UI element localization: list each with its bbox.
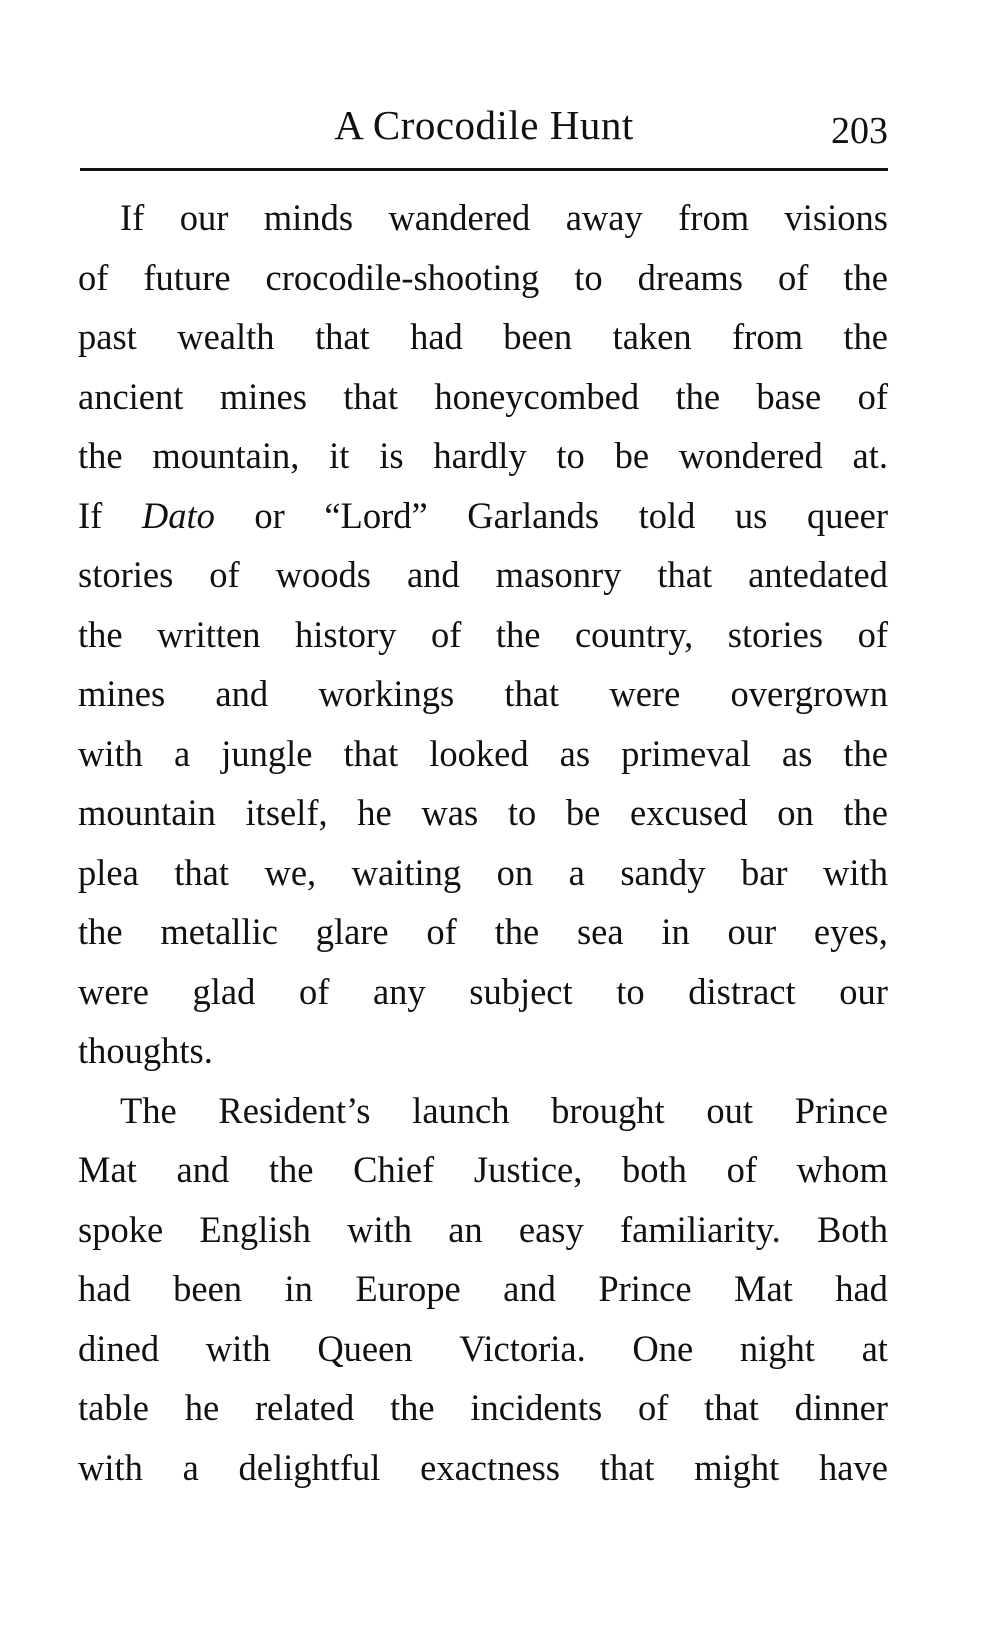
word: the — [843, 792, 888, 833]
word: looked — [429, 732, 529, 774]
word: and — [215, 673, 269, 714]
word: Europe — [355, 1268, 461, 1309]
word: we, — [264, 851, 317, 893]
word: had — [835, 1268, 888, 1309]
word: had — [78, 1268, 131, 1309]
word: and — [406, 554, 460, 595]
word: and — [176, 1149, 230, 1190]
word: be — [565, 792, 601, 833]
text-line — [78, 1021, 888, 1081]
word: to — [574, 256, 603, 298]
word: wondered — [678, 435, 823, 476]
word: with — [823, 851, 888, 893]
text-line — [78, 1200, 888, 1260]
word: on — [777, 792, 814, 833]
word: on — [496, 851, 534, 893]
word: to — [556, 435, 585, 476]
word: be — [614, 435, 650, 476]
word: country, — [574, 613, 694, 655]
word: the — [78, 435, 123, 476]
word: distract — [688, 970, 796, 1012]
word: both — [622, 1149, 687, 1190]
header-rule — [80, 168, 888, 171]
word: that — [314, 316, 370, 357]
word: to — [507, 792, 537, 833]
word: or — [254, 494, 285, 536]
word: Justice, — [473, 1149, 583, 1190]
word: Chief — [353, 1149, 435, 1190]
running-head — [80, 95, 888, 155]
word: “Lord” — [324, 494, 428, 536]
word: Queen — [317, 1327, 413, 1369]
word: a — [568, 851, 585, 893]
word: delightful — [238, 1446, 381, 1488]
word: glare — [315, 911, 389, 952]
word: of — [426, 911, 457, 952]
word: of — [726, 1149, 757, 1190]
word: incidents — [470, 1387, 603, 1428]
word: whom — [796, 1149, 888, 1190]
word: metallic — [160, 911, 278, 952]
word: the — [843, 732, 888, 774]
word: with — [205, 1327, 271, 1369]
word: glad — [192, 970, 256, 1012]
word: of — [209, 554, 240, 595]
word: and — [503, 1268, 556, 1309]
text-line — [78, 783, 888, 843]
word: away — [565, 197, 643, 238]
word: out — [706, 1089, 754, 1131]
word: mines — [219, 375, 307, 417]
text-line — [78, 248, 888, 308]
word: mountain, — [152, 435, 300, 476]
word: the — [843, 256, 888, 298]
word: queer — [806, 494, 888, 536]
word: been — [173, 1268, 243, 1309]
word: at — [861, 1327, 888, 1369]
word: the — [390, 1387, 435, 1428]
word: in — [284, 1268, 313, 1309]
word: related — [254, 1387, 355, 1428]
word: mountain — [78, 792, 216, 833]
text-line — [78, 902, 888, 962]
word: us — [734, 494, 768, 536]
word: of — [430, 613, 462, 655]
word: to — [616, 970, 645, 1012]
text-line — [78, 367, 888, 427]
word: Resident’s — [218, 1089, 371, 1131]
word: stories — [78, 554, 174, 595]
word: Dato — [141, 494, 215, 536]
word: a — [182, 1446, 199, 1488]
word: dreams — [637, 256, 743, 298]
word: of — [857, 375, 888, 417]
word: Prince — [794, 1089, 888, 1131]
word: Victoria. — [459, 1327, 586, 1369]
text-line — [78, 486, 888, 546]
word: told — [638, 494, 696, 536]
word: our — [727, 911, 777, 952]
word: masonry — [495, 554, 622, 595]
word: history — [295, 613, 397, 655]
text-line — [78, 1378, 888, 1438]
word: Mat — [78, 1149, 137, 1190]
word: dinner — [794, 1387, 888, 1428]
word: familiarity. — [619, 1208, 781, 1250]
word: wealth — [177, 316, 275, 357]
word: with — [78, 732, 143, 774]
word: One — [632, 1327, 694, 1369]
text-line — [78, 188, 888, 248]
word: our — [179, 197, 229, 238]
word: the — [675, 375, 721, 417]
word: Both — [816, 1208, 888, 1250]
word: our — [839, 970, 888, 1012]
word: visions — [784, 197, 888, 238]
text-line — [78, 1081, 888, 1141]
word: of — [78, 256, 109, 298]
word: easy — [518, 1208, 584, 1250]
word: as — [559, 732, 591, 774]
word: crocodile-shooting — [265, 256, 540, 298]
word: of — [298, 970, 330, 1012]
word: from — [678, 197, 750, 238]
word: future — [143, 256, 231, 298]
word: that — [704, 1387, 759, 1428]
word: wandered — [388, 197, 531, 238]
word: bar — [740, 851, 788, 893]
page-number: 203 — [831, 110, 888, 152]
word: subject — [469, 970, 573, 1012]
chapter-title: A Crocodile Hunt — [334, 102, 634, 148]
word: workings — [318, 673, 455, 714]
paragraph — [78, 1081, 888, 1498]
word: a — [173, 732, 191, 774]
text-line — [78, 545, 888, 605]
word: an — [448, 1208, 483, 1250]
text-line — [78, 307, 888, 367]
word: of — [637, 1387, 669, 1428]
word: overgrown — [730, 673, 888, 714]
text-line — [78, 1319, 888, 1379]
word: it — [329, 435, 350, 476]
word: jungle — [221, 732, 313, 774]
word: with — [78, 1446, 143, 1488]
word: with — [347, 1208, 413, 1250]
word: brought — [551, 1089, 665, 1131]
word: written — [157, 613, 261, 655]
word: taken — [612, 316, 692, 357]
text-line — [78, 426, 888, 486]
word: Prince — [598, 1268, 692, 1309]
word: antedated — [748, 554, 888, 595]
word: of — [777, 256, 809, 298]
word: any — [372, 970, 426, 1012]
word: were — [78, 970, 149, 1012]
word: the — [495, 613, 541, 655]
word: at. — [852, 435, 888, 476]
word: been — [503, 316, 573, 357]
text-line — [78, 664, 888, 724]
word: Mat — [734, 1268, 793, 1309]
word: dined — [78, 1327, 160, 1369]
word: that — [504, 673, 560, 714]
word: waiting — [351, 851, 462, 893]
word: honeycombed — [434, 375, 640, 417]
word: in — [661, 911, 690, 952]
word: have — [819, 1446, 888, 1488]
word: the — [843, 316, 888, 357]
word: he — [184, 1387, 220, 1428]
word: as — [781, 732, 813, 774]
word: eyes, — [813, 911, 888, 952]
word: woods — [275, 554, 371, 595]
word: launch — [412, 1089, 510, 1131]
word: plea — [78, 851, 139, 893]
word: past — [78, 316, 137, 357]
word: he — [357, 792, 392, 833]
word: excused — [630, 792, 748, 833]
word: stories — [727, 613, 824, 655]
word: spoke — [78, 1208, 164, 1250]
word: Garlands — [467, 494, 600, 536]
text-line — [78, 605, 888, 665]
text-line — [78, 724, 888, 784]
word: that — [174, 851, 230, 893]
word: thoughts. — [78, 1030, 213, 1071]
body-text — [78, 188, 888, 1497]
word: If — [78, 494, 103, 536]
word: The — [120, 1089, 177, 1131]
word: English — [199, 1208, 311, 1250]
text-line — [78, 1259, 888, 1319]
paragraph — [78, 188, 888, 1081]
word: minds — [263, 197, 354, 238]
word: that — [343, 732, 399, 774]
word: the — [268, 1149, 314, 1190]
text-line — [78, 1140, 888, 1200]
word: that — [599, 1446, 655, 1488]
word: that — [657, 554, 713, 595]
word: sandy — [620, 851, 706, 893]
word: night — [739, 1327, 815, 1369]
word: the — [494, 911, 540, 952]
word: might — [694, 1446, 780, 1488]
word: sea — [576, 911, 624, 952]
word: that — [343, 375, 398, 417]
word: primeval — [621, 732, 751, 774]
word: of — [857, 613, 888, 655]
word: base — [756, 375, 822, 417]
word: mines — [78, 673, 166, 714]
word: from — [732, 316, 803, 357]
word: If — [120, 197, 145, 238]
word: the — [78, 911, 123, 952]
text-line — [78, 1438, 888, 1498]
text-line — [78, 962, 888, 1022]
word: is — [379, 435, 404, 476]
word: ancient — [78, 375, 184, 417]
word: itself, — [245, 792, 328, 833]
word: had — [410, 316, 463, 357]
word: was — [421, 792, 479, 833]
word: the — [78, 613, 123, 655]
word: exactness — [420, 1446, 560, 1488]
text-line — [78, 843, 888, 903]
word: hardly — [433, 435, 527, 476]
word: were — [609, 673, 681, 714]
word: table — [78, 1387, 149, 1428]
